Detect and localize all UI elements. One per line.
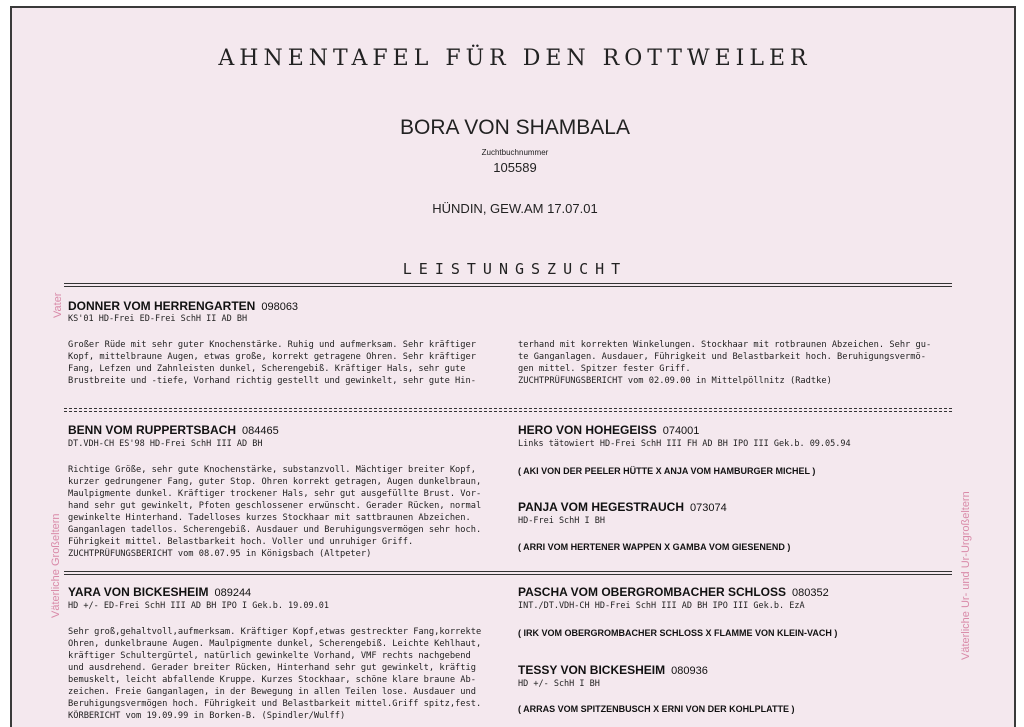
pedigree-sheet [10,6,1016,727]
great-grandmother-2-name [518,663,708,677]
text-line: hand sehr gut gewinkelt, Pfoten geschlossener erwünscht. Gerader Rücken, normal [68,501,482,511]
text-line: Fang, Lefzen und Zahnleisten dunkel, Scherengebiß. Kräftiger Hals, sehr gute [68,364,466,374]
great-grandfather-1-name-text: HERO VON HOHEGEISS [518,423,657,437]
text-line: Richtige Größe, sehr gute Knochenstärke, substanzvoll. Mächtiger breiter Kopf, [68,465,476,475]
great-grandfather-2-name [518,585,829,599]
grandfather-name [68,423,279,437]
divider [64,408,952,412]
document-title: AHNENTAFEL FÜR DEN ROTTWEILER [218,46,812,71]
section-heading: LEISTUNGSZUCHT [402,260,628,278]
text-line: KÖRBERICHT vom 19.09.99 in Borken-B. (Spindler/Wulff) [68,711,346,721]
text-line: zeichen. Freie Ganganlagen, in der Bewegung in allen Teilen lose. Ausdauer und [68,687,476,697]
great-grandfather-1-parents: ( AKI VON DER PEELER HÜTTE X ANJA VOM HAMBURGER MICHEL ) [518,466,816,476]
text-line: Ganganlagen tadellos. Scherengebiß. Ausdauer und Beruhigungsvermögen sehr hoch. [68,525,482,535]
text-line: Brustbreite und -tiefe, Vorhand richtig gestellt und gewinkelt, sehr gute Hin- [68,376,476,386]
text-line: kurzer gedrungener Fang, guter Stop. Ohren korrekt getragen, Augen dunkelbraun, [68,477,482,487]
zuchtbuch-label: Zuchtbuchnummer [481,148,549,157]
grandmother-name [68,585,251,599]
grandfather-name-text: BENN VOM RUPPERTSBACH [68,423,237,437]
father-meta: KS'01 HD-Frei ED-Frei SchH II AD BH [68,314,248,324]
father-description-left [68,339,508,387]
grandfather-meta: DT.VDH-CH ES'98 HD-Frei SchH III AD BH [68,439,263,449]
father-name-text: DONNER VOM HERRENGARTEN [68,299,256,313]
great-grandfather-1-meta: Links tätowiert HD-Frei SchH III FH AD BH IPO III Gek.b. 09.05.94 [518,439,851,449]
father-number: 098063 [261,301,299,313]
dog-name: BORA VON SHAMBALA [400,116,630,139]
great-grandfather-2-number: 080352 [792,587,829,599]
grandmother-name-text: YARA VON BICKESHEIM [68,585,209,599]
father-description-right [518,339,958,387]
great-grandfather-2-meta: INT./DT.VDH-CH HD-Frei SchH III AD BH IPO III Gek.b. EzA [518,601,805,611]
text-line: Großer Rüde mit sehr guter Knochenstärke. Ruhig und aufmerksam. Sehr kräftiger [68,340,476,350]
text-line: gen mittel. Spitzer fester Griff. [518,364,691,374]
text-line: ZUCHTPRÜFUNGSBERICHT vom 08.07.95 in Königsbach (Altpeter) [68,549,372,559]
text-line: und ausdrehend. Gerader breiter Rücken, Hinterhand sehr gut gewinkelt, kräftig [68,663,476,673]
grandfather-number: 084465 [242,425,279,437]
text-line: gewinkelte Hinterhand. Tadelloses kurzes Stockhaar mit sattbraunen Abzeichen. [68,513,471,523]
great-grandmother-1-name [518,500,727,514]
text-line: Kopf, mittelbraune Augen, etwas große, korrekt getragene Ohren. Sehr kräftiger [68,352,476,362]
grandmother-meta: HD +/- ED-Frei SchH III AD BH IPO I Gek.b. 19.09.01 [68,601,329,611]
divider [64,283,952,287]
great-grandmother-2-parents: ( ARRAS VOM SPITZENBUSCH X ERNI VON DER KOHLPLATTE ) [518,704,795,714]
great-grandmother-1-parents: ( ARRI VOM HERTENER WAPPEN X GAMBA VOM GIESENEND ) [518,542,791,552]
great-grandfather-1-number: 074001 [662,425,700,437]
text-line: Ohren, dunkelbraune Augen. Maulpigmente dunkel, Scherengebiß. Leichte Kehlhaut, [68,639,482,649]
great-grandfather-2-parents: ( IRK VOM OBERGROMBACHER SCHLOSS X FLAMME VON KLEIN-VACH ) [518,628,838,638]
great-grandmother-1-number: 073074 [690,502,727,514]
text-line: Maulpigmente dunkel. Kräftiger trockener Hals, sehr gut ausgefüllte Brust. Vor- [68,489,482,499]
text-line: bemuskelt, leicht abfallende Kruppe. Kurzes Stockhaar, schöne klare braune Ab- [68,675,476,685]
great-grandmother-1-meta: HD-Frei SchH I BH [518,516,605,526]
great-grandmother-2-meta: HD +/- SchH I BH [518,679,600,689]
zuchtbuch-number: 105589 [493,160,537,175]
great-grandfather-1-name [518,423,699,437]
text-line: kräftiger Schultergürtel, natürlich gewinkelte Vorhand, VMF rechts nachgebend [68,651,471,661]
great-grandmother-1-name-text: PANJA VOM HEGESTRAUCH [518,500,685,514]
text-line: Beruhigungsvermögen hoch. Führigkeit und Belastbarkeit mittel.Griff spitz,fest. [68,699,482,709]
text-line: Sehr groß,gehaltvoll,aufmerksam. Kräftiger Kopf,etwas gestreckter Fang,korrekte [68,627,482,637]
side-label-urgrosseltern: Väterliche Ur- und Ur-Urgroßeltern [960,491,972,660]
text-line: terhand mit korrekten Winkelungen. Stockhaar mit rotbraunen Abzeichen. Sehr gu- [518,340,932,350]
father-name [68,299,298,313]
great-grandmother-2-name-text: TESSY VON BICKESHEIM [518,663,666,677]
text-line: ZUCHTPRÜFUNGSBERICHT vom 02.09.00 in Mittelpöllnitz (Radtke) [518,376,832,386]
side-label-grosseltern: Väterliche Großeltern [50,513,62,618]
text-line: te Ganganlagen. Ausdauer, Führigkeit und Belastbarkeit hoch. Beruhigungsvermö- [518,352,926,362]
side-label-vater: Vater [52,292,64,318]
grandfather-description [68,464,508,560]
sex-birthdate: HÜNDIN, GEW.AM 17.07.01 [432,201,598,216]
grandmother-number: 089244 [214,587,252,599]
text-line: Führigkeit mittel. Belastbarkeit hoch. Voller und unruhiger Griff. [68,537,414,547]
divider [64,571,952,575]
great-grandfather-2-name-text: PASCHA VOM OBERGROMBACHER SCHLOSS [518,585,787,599]
great-grandmother-2-number: 080936 [671,665,708,677]
grandmother-description [68,626,508,722]
